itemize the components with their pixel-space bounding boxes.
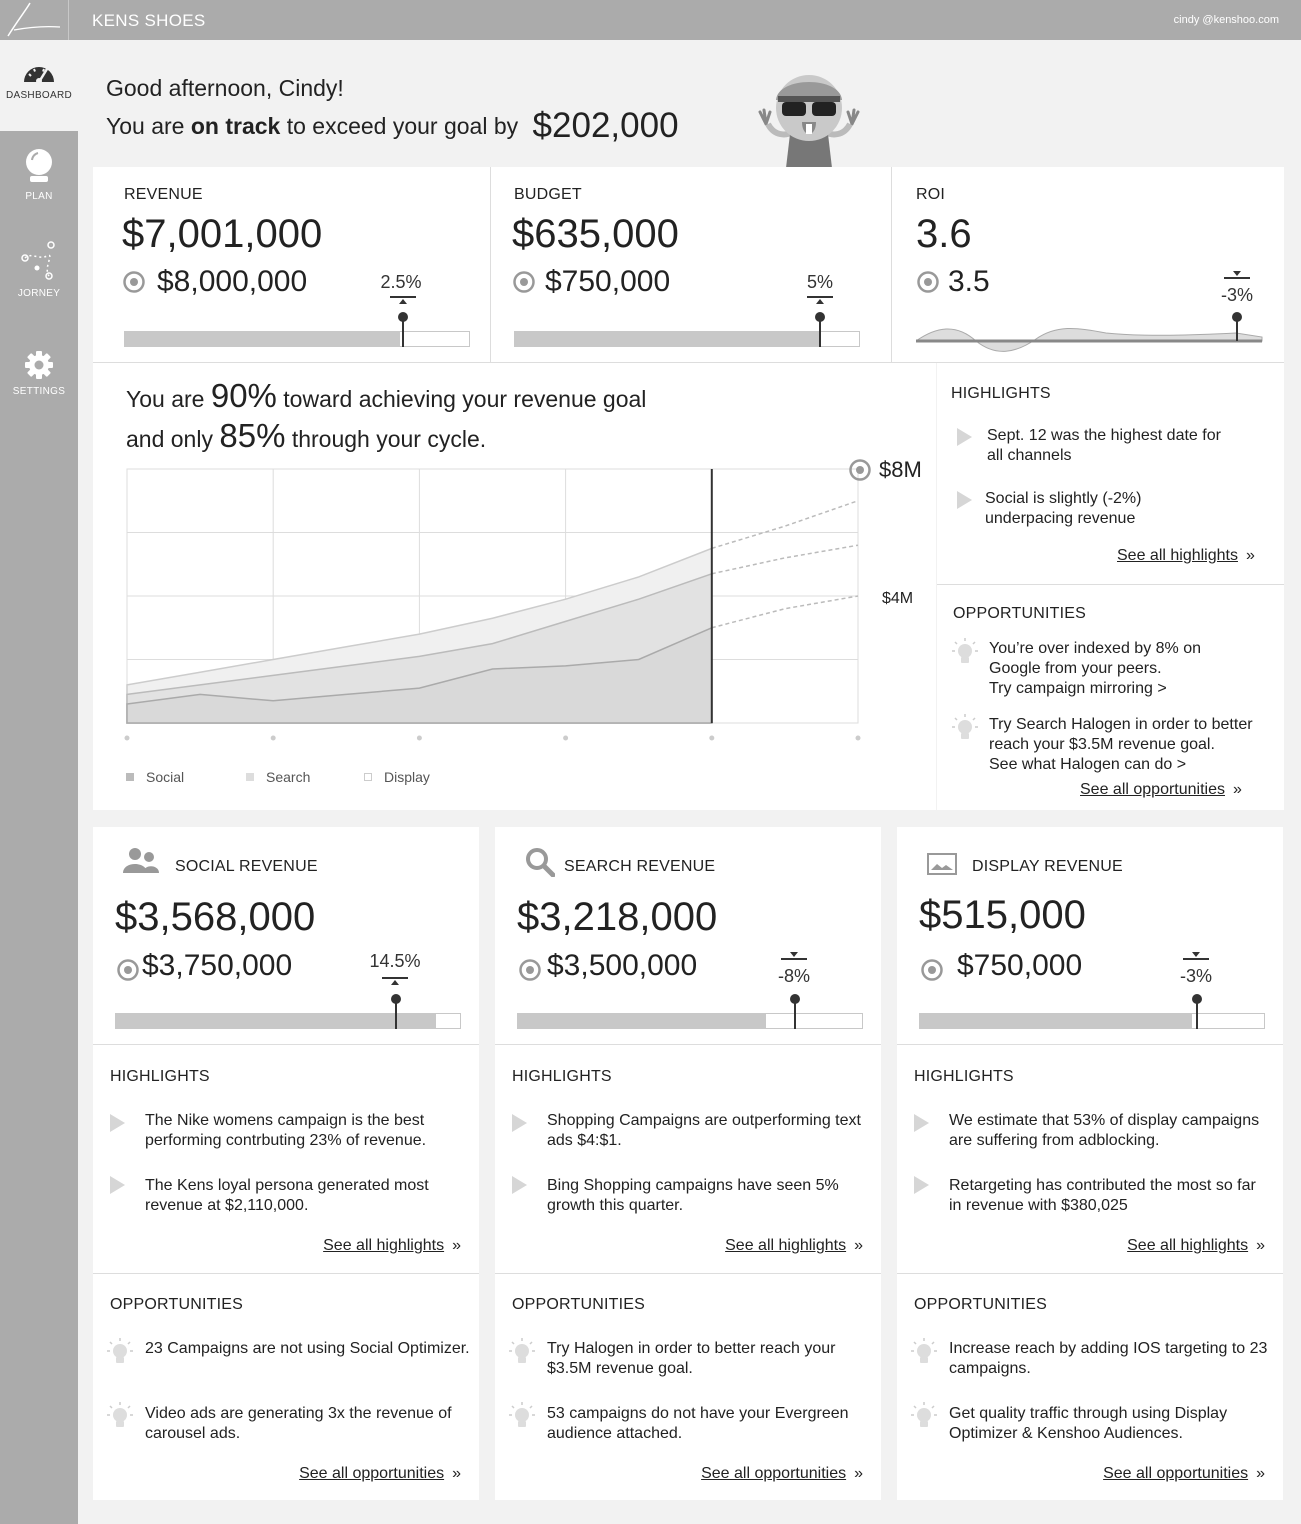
lightbulb-icon — [952, 713, 978, 741]
gear-icon — [24, 350, 54, 380]
link-label: See all highlights — [725, 1237, 847, 1254]
channel-label: SEARCH REVENUE — [564, 858, 716, 875]
divider — [897, 1273, 1283, 1274]
highlights-title: HIGHLIGHTS — [914, 1068, 1014, 1085]
greeting-amount: $202,000 — [532, 106, 679, 145]
legend-label: Search — [266, 769, 311, 785]
display-ad-icon — [927, 853, 957, 880]
channel-target: $3,750,000 — [142, 949, 293, 982]
kpi-label: REVENUE — [124, 186, 203, 203]
channel-value: $3,568,000 — [115, 895, 316, 939]
opportunities-title: OPPORTUNITIES — [914, 1296, 1047, 1313]
double-chevron-icon: » — [452, 1237, 461, 1254]
overview-cycle-pct: 85% — [219, 417, 286, 454]
top-bar — [0, 0, 1301, 40]
channel-card-display — [897, 827, 1283, 1500]
target-icon — [849, 459, 871, 481]
highlight-item: The Kens loyal persona generated most revenue at $2,110,000. — [145, 1177, 429, 1214]
see-all-highlights-link[interactable] — [323, 1237, 461, 1255]
kpi-row — [93, 167, 1284, 363]
target-icon — [917, 271, 939, 293]
greeting-text: to exceed your goal by — [286, 113, 519, 139]
divider — [495, 1044, 881, 1045]
route-icon — [19, 240, 59, 282]
chart-goal-label: $8M — [879, 457, 922, 482]
play-icon — [110, 1176, 125, 1194]
play-icon — [512, 1114, 527, 1132]
play-icon — [957, 491, 972, 509]
sidebar-item-plan[interactable] — [0, 147, 78, 217]
lightbulb-icon — [952, 637, 978, 665]
legend-label: Display — [384, 769, 430, 785]
x-axis-dot — [417, 736, 422, 741]
x-axis-dot — [563, 736, 568, 741]
target-icon — [513, 271, 535, 293]
channel-progress-bar — [919, 1013, 1265, 1029]
kpi-value: $635,000 — [512, 212, 679, 256]
link-label: See all opportunities — [1080, 781, 1225, 798]
legend-swatch — [364, 773, 372, 781]
kpi-progress-bar — [514, 331, 860, 347]
see-all-highlights-link[interactable] — [1127, 1237, 1265, 1255]
sidebar-item-label: SETTINGS — [12, 386, 66, 397]
sidebar-item-settings[interactable] — [0, 350, 78, 420]
opportunities-title: OPPORTUNITIES — [512, 1296, 645, 1313]
overview-text: and only — [126, 426, 213, 452]
opportunity-item: Increase reach by adding IOS targeting to 23 campaigns. — [949, 1340, 1268, 1377]
channel-value: $515,000 — [919, 893, 1086, 937]
delta-marker — [807, 296, 833, 298]
overview-text: through your cycle. — [291, 426, 487, 452]
highlights-title: HIGHLIGHTS — [110, 1068, 210, 1085]
overview-chart-card — [93, 363, 936, 810]
channel-progress-bar — [517, 1013, 863, 1029]
lightbulb-icon — [911, 1401, 937, 1434]
delta-marker — [781, 958, 807, 960]
kpi-value: 3.6 — [916, 212, 972, 256]
target-icon — [519, 959, 541, 981]
link-label: See all opportunities — [701, 1465, 847, 1482]
link-label: See all opportunities — [1103, 1465, 1249, 1482]
opportunity-action-link[interactable]: Try campaign mirroring > — [989, 680, 1167, 697]
opportunity-item: 23 Campaigns are not using Social Optimizer. — [145, 1340, 470, 1357]
lightbulb-icon — [911, 1337, 937, 1370]
highlights-title: HIGHLIGHTS — [951, 385, 1051, 402]
delta-marker — [390, 296, 416, 298]
kpi-label: ROI — [916, 186, 946, 203]
sidebar-item-label: JORNEY — [17, 288, 61, 299]
highlight-item: Bing Shopping campaigns have seen 5% growth this quarter. — [547, 1177, 839, 1214]
x-axis-dot — [856, 736, 861, 741]
double-chevron-icon: » — [452, 1465, 461, 1482]
delta-down-icon — [790, 952, 798, 957]
opportunities-title: OPPORTUNITIES — [110, 1296, 243, 1313]
logo-icon — [0, 0, 69, 40]
double-chevron-icon: » — [1232, 781, 1242, 798]
highlight-item: Shopping Campaigns are outperforming text ads $4:$1. — [547, 1112, 861, 1149]
revenue-area-chart — [93, 363, 936, 810]
overview-goal-pct: 90% — [210, 377, 277, 414]
see-all-highlights-link[interactable] — [1117, 547, 1255, 565]
greeting-status — [106, 103, 679, 143]
pace-pin — [794, 999, 796, 1029]
legend-swatch — [126, 773, 134, 781]
opportunity-item — [989, 715, 1279, 775]
delta-marker — [1224, 277, 1250, 279]
channel-card-social — [93, 827, 479, 1500]
lightbulb-icon — [107, 1401, 133, 1434]
channel-progress-bar — [115, 1013, 461, 1029]
divider — [891, 167, 892, 363]
overview-text: You are — [126, 386, 205, 412]
link-label: See all opportunities — [299, 1465, 445, 1482]
delta-down-icon — [1192, 952, 1200, 957]
opportunity-action-link[interactable]: See what Halogen can do > — [989, 756, 1187, 773]
highlight-item: Sept. 12 was the highest date for all channels — [987, 427, 1221, 464]
people-icon — [123, 847, 159, 880]
legend-display[interactable] — [364, 769, 430, 785]
progress-fill — [116, 1014, 436, 1028]
greeting-text: You are — [106, 113, 185, 139]
divider — [495, 1273, 881, 1274]
double-chevron-icon: » — [1256, 1465, 1265, 1482]
kenshoo-logo[interactable] — [0, 0, 69, 40]
kpi-delta: -3% — [1220, 285, 1253, 305]
target-icon — [921, 959, 943, 981]
lightbulb-icon — [509, 1337, 535, 1370]
see-all-opportunities-link[interactable] — [1103, 1465, 1265, 1483]
see-all-opportunities-link[interactable] — [701, 1465, 863, 1483]
channel-label: SOCIAL REVENUE — [175, 858, 318, 875]
see-all-opportunities-link[interactable] — [299, 1465, 461, 1483]
delta-down-icon — [1233, 271, 1241, 276]
delta-marker — [382, 977, 408, 979]
roi-sparkline — [916, 319, 1264, 355]
pace-pin — [395, 999, 397, 1029]
channel-target: $750,000 — [957, 949, 1083, 982]
channel-label: DISPLAY REVENUE — [972, 858, 1123, 875]
play-icon — [914, 1114, 929, 1132]
opportunities-title: OPPORTUNITIES — [953, 605, 1086, 622]
highlight-item: We estimate that 53% of display campaigns are suffering from adblocking. — [949, 1112, 1260, 1149]
lightbulb-icon — [509, 1401, 535, 1434]
double-chevron-icon: » — [1245, 547, 1255, 564]
overview-insights-card — [937, 363, 1284, 810]
opportunity-text: Try Search Halogen in order to better — [989, 716, 1253, 733]
play-icon — [957, 428, 972, 446]
legend-social[interactable] — [126, 769, 184, 785]
progress-fill — [920, 1014, 1192, 1028]
greeting-title: Good afternoon, Cindy! — [106, 75, 344, 101]
pace-pin — [1236, 317, 1238, 341]
opportunity-item: 53 campaigns do not have your Evergreen audience attached. — [547, 1405, 849, 1442]
sidebar-item-label: DASHBOARD — [5, 90, 73, 101]
link-label: See all highlights — [323, 1237, 445, 1254]
opportunity-item: Try Halogen in order to better reach your $3.5M revenue goal. — [547, 1340, 836, 1377]
delta-up-icon — [391, 980, 399, 985]
progress-fill — [515, 332, 821, 346]
opportunity-item — [989, 639, 1269, 699]
user-email[interactable]: cindy @kenshoo.com — [1173, 14, 1279, 26]
kpi-target: 3.5 — [948, 265, 990, 298]
divider — [937, 584, 1284, 585]
delta-up-icon — [399, 299, 407, 304]
x-axis-dot — [125, 736, 130, 741]
chart-mid-label: $4M — [882, 590, 914, 607]
brand-name: KENS SHOES — [92, 11, 206, 30]
double-chevron-icon: » — [1256, 1237, 1265, 1254]
kpi-delta: 2.5% — [380, 272, 422, 292]
double-chevron-icon: » — [854, 1465, 863, 1482]
see-all-highlights-link[interactable] — [725, 1237, 863, 1255]
crystal-ball-icon — [24, 147, 54, 185]
speedometer-icon — [21, 60, 57, 84]
highlight-item: Social is slightly (-2%) underpacing revenue — [985, 490, 1142, 527]
kpi-target: $8,000,000 — [157, 265, 308, 298]
x-axis-dot — [271, 736, 276, 741]
target-icon — [117, 959, 139, 981]
sidebar-item-jorney[interactable] — [0, 240, 78, 310]
highlights-title: HIGHLIGHTS — [512, 1068, 612, 1085]
opportunity-text: Google from your peers. — [989, 660, 1162, 677]
opportunity-item: Get quality traffic through using Display Optimizer & Kenshoo Audiences. — [949, 1405, 1228, 1442]
pace-pin — [819, 317, 821, 347]
channel-card-search — [495, 827, 881, 1500]
link-label: See all highlights — [1127, 1237, 1249, 1254]
delta-marker — [1183, 958, 1209, 960]
target-icon — [123, 271, 145, 293]
sidebar-item-dashboard[interactable] — [0, 40, 78, 131]
lightbulb-icon — [107, 1337, 133, 1370]
opportunity-text: You’re over indexed by 8% on — [989, 640, 1201, 657]
kpi-delta: 5% — [806, 272, 833, 292]
magnifier-icon — [525, 847, 555, 882]
mascot-illustration — [756, 72, 862, 168]
legend-swatch — [246, 773, 254, 781]
channel-delta: -8% — [777, 966, 810, 986]
sidebar-item-label: PLAN — [25, 191, 53, 202]
divider — [93, 1273, 479, 1274]
opportunity-text: reach your $3.5M revenue goal. — [989, 736, 1215, 753]
play-icon — [110, 1114, 125, 1132]
channel-delta: 14.5% — [369, 951, 421, 971]
kpi-progress-bar — [124, 331, 470, 347]
progress-fill — [125, 332, 400, 346]
delta-up-icon — [816, 299, 824, 304]
sidebar — [0, 40, 78, 1524]
x-axis-dot — [709, 736, 714, 741]
legend-search[interactable] — [246, 769, 310, 785]
channel-value: $3,218,000 — [517, 895, 718, 939]
kpi-target: $750,000 — [545, 265, 671, 298]
divider — [93, 1044, 479, 1045]
pace-pin — [1196, 999, 1198, 1029]
double-chevron-icon: » — [854, 1237, 863, 1254]
highlight-item: Retargeting has contributed the most so far in revenue with $380,025 — [949, 1177, 1256, 1214]
highlight-item: The Nike womens campaign is the best performing contrbuting 23% of revenue. — [145, 1112, 427, 1149]
see-all-opportunities-link[interactable] — [1080, 781, 1242, 799]
link-label: See all highlights — [1117, 547, 1238, 564]
divider — [897, 1044, 1283, 1045]
play-icon — [512, 1176, 527, 1194]
kpi-label: BUDGET — [514, 186, 582, 203]
channel-target: $3,500,000 — [547, 949, 698, 982]
opportunity-item: Video ads are generating 3x the revenue of carousel ads. — [145, 1405, 452, 1442]
divider — [490, 167, 491, 363]
kpi-value: $7,001,000 — [122, 212, 323, 256]
pace-pin — [402, 317, 404, 347]
overview-text: toward achieving your revenue goal — [283, 386, 647, 412]
legend-label: Social — [146, 769, 185, 785]
play-icon — [914, 1176, 929, 1194]
progress-fill — [518, 1014, 766, 1028]
greeting-on-track: on track — [190, 113, 281, 139]
channel-delta: -3% — [1179, 966, 1212, 986]
